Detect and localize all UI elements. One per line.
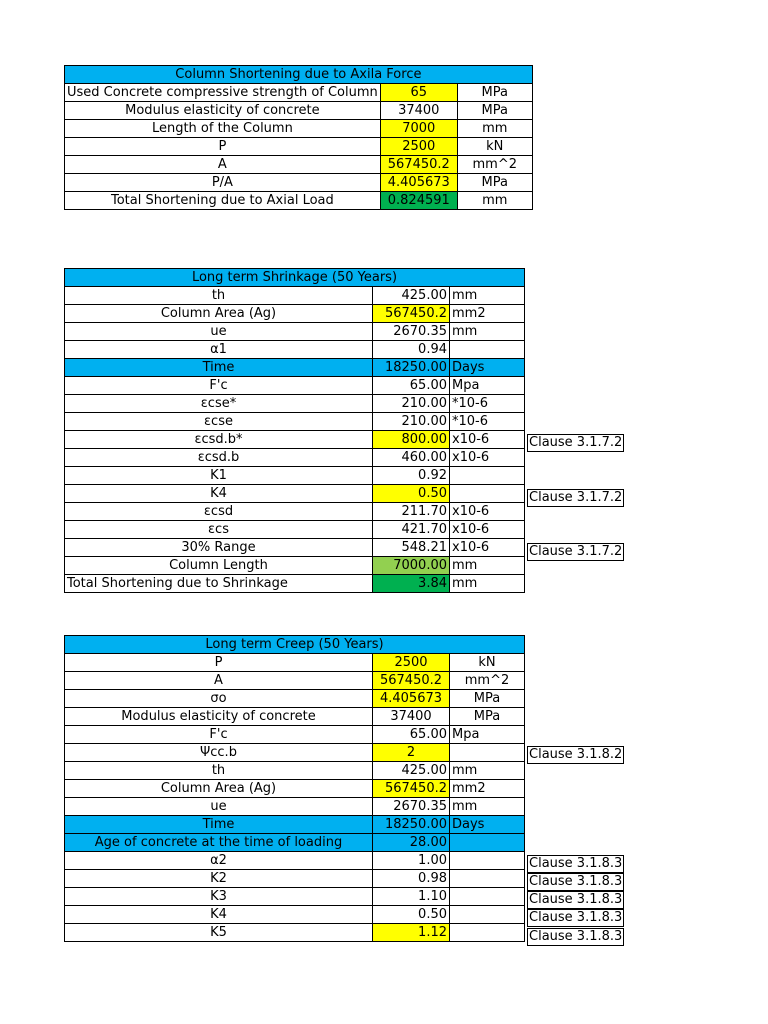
table-row <box>65 485 525 503</box>
row-label[interactable]: Modulus elasticity of concrete <box>65 102 381 120</box>
table-header-row <box>65 269 525 287</box>
row-unit[interactable] <box>450 870 525 888</box>
row-label[interactable]: Modulus elasticity of concrete <box>65 708 373 726</box>
row-unit[interactable]: mm <box>457 192 532 210</box>
table-row <box>65 156 533 174</box>
row-unit[interactable] <box>450 888 525 906</box>
table-row <box>65 708 525 726</box>
table-row <box>65 467 525 485</box>
row-label[interactable]: Age of concrete at the time of loading <box>65 834 373 852</box>
table-row <box>65 138 533 156</box>
row-unit[interactable] <box>450 744 525 762</box>
row-label[interactable]: Column Area (Ag) <box>65 780 373 798</box>
table-row <box>65 654 525 672</box>
row-value[interactable]: 800.00 <box>373 431 450 449</box>
row-label[interactable]: Length of the Column <box>65 120 381 138</box>
row-label[interactable]: th <box>65 287 373 305</box>
table-row <box>65 672 525 690</box>
table-row <box>65 816 525 834</box>
row-label[interactable]: K1 <box>65 467 373 485</box>
row-unit[interactable] <box>450 341 525 359</box>
table-row <box>65 834 525 852</box>
row-unit[interactable]: Mpa <box>450 377 525 395</box>
row-unit[interactable] <box>450 852 525 870</box>
row-unit[interactable]: kN <box>450 654 525 672</box>
clause-note <box>527 928 624 945</box>
row-label[interactable]: K2 <box>65 870 373 888</box>
row-unit[interactable]: mm <box>450 798 525 816</box>
row-unit[interactable]: mm <box>450 557 525 575</box>
table-title[interactable]: Long term Shrinkage (50 Years) <box>65 269 525 287</box>
row-unit[interactable]: Days <box>450 816 525 834</box>
clause-note <box>527 873 624 890</box>
row-label[interactable]: εcs <box>65 521 373 539</box>
row-value[interactable]: 2500 <box>373 654 450 672</box>
table-row <box>65 888 525 906</box>
row-unit[interactable]: x10-6 <box>450 449 525 467</box>
row-value[interactable]: 18250.00 <box>373 359 450 377</box>
row-value[interactable]: 425.00 <box>373 762 450 780</box>
row-value[interactable]: 421.70 <box>373 521 450 539</box>
table-row <box>65 120 533 138</box>
table-row <box>65 84 533 102</box>
row-label[interactable]: th <box>65 762 373 780</box>
row-unit[interactable]: x10-6 <box>450 431 525 449</box>
row-label[interactable]: εcse <box>65 413 373 431</box>
clause-ref[interactable]: Clause 3.1.8.3 <box>529 874 623 889</box>
row-label[interactable]: εcsd <box>65 503 373 521</box>
row-label[interactable]: F'c <box>65 377 373 395</box>
row-value[interactable]: 1.00 <box>373 852 450 870</box>
table-title[interactable]: Long term Creep (50 Years) <box>65 636 525 654</box>
row-unit[interactable]: mm <box>450 575 525 593</box>
row-unit[interactable]: mm^2 <box>457 156 532 174</box>
row-value[interactable]: 7000.00 <box>373 557 450 575</box>
row-unit[interactable] <box>450 906 525 924</box>
table-row <box>65 924 525 942</box>
row-value[interactable]: 65.00 <box>373 726 450 744</box>
row-unit[interactable]: mm <box>450 762 525 780</box>
row-unit[interactable] <box>450 834 525 852</box>
row-label[interactable]: P <box>65 138 381 156</box>
row-unit[interactable]: x10-6 <box>450 539 525 557</box>
row-label[interactable]: Used Concrete compressive strength of Column <box>65 84 381 102</box>
row-unit[interactable]: x10-6 <box>450 503 525 521</box>
table-row <box>65 906 525 924</box>
row-unit[interactable]: MPa <box>457 102 532 120</box>
row-label[interactable]: ue <box>65 798 373 816</box>
row-label[interactable]: K4 <box>65 906 373 924</box>
row-unit[interactable]: MPa <box>457 174 532 192</box>
row-label[interactable]: K4 <box>65 485 373 503</box>
table-row <box>65 305 525 323</box>
row-label[interactable]: εcsd.b <box>65 449 373 467</box>
clause-note <box>527 746 624 763</box>
row-unit[interactable]: *10-6 <box>450 395 525 413</box>
table-header-row <box>65 636 525 654</box>
clause-note <box>527 891 624 908</box>
row-unit[interactable]: mm2 <box>450 305 525 323</box>
row-unit[interactable]: kN <box>457 138 532 156</box>
row-label[interactable]: F'c <box>65 726 373 744</box>
row-value[interactable]: 1.10 <box>373 888 450 906</box>
table-row <box>65 192 533 210</box>
row-value[interactable]: 0.824591 <box>380 192 457 210</box>
table-row <box>65 798 525 816</box>
clause-note <box>527 855 624 872</box>
row-value[interactable]: 2 <box>373 744 450 762</box>
clause-note <box>527 909 624 926</box>
row-label[interactable]: P <box>65 654 373 672</box>
row-label[interactable]: Time <box>65 816 373 834</box>
row-value[interactable]: 567450.2 <box>373 780 450 798</box>
clause-ref[interactable]: Clause 3.1.8.3 <box>529 910 623 925</box>
row-value[interactable]: 567450.2 <box>373 305 450 323</box>
row-label[interactable]: K3 <box>65 888 373 906</box>
clause-ref[interactable]: Clause 3.1.8.3 <box>529 929 623 944</box>
row-label[interactable]: Ψcc.b <box>65 744 373 762</box>
row-value[interactable]: 37400 <box>373 708 450 726</box>
table-row <box>65 762 525 780</box>
row-label[interactable]: A <box>65 672 373 690</box>
row-label[interactable]: Column Length <box>65 557 373 575</box>
row-unit[interactable]: Days <box>450 359 525 377</box>
row-value[interactable]: 2670.35 <box>373 323 450 341</box>
row-value[interactable]: 210.00 <box>373 413 450 431</box>
table-header-row <box>65 66 533 84</box>
row-unit[interactable]: MPa <box>457 84 532 102</box>
row-value[interactable]: 28.00 <box>373 834 450 852</box>
row-value[interactable]: 65.00 <box>373 377 450 395</box>
table-row <box>65 395 525 413</box>
table-row <box>65 521 525 539</box>
table-row <box>65 287 525 305</box>
table-row <box>65 174 533 192</box>
row-label[interactable]: α2 <box>65 852 373 870</box>
row-value[interactable]: 3.84 <box>373 575 450 593</box>
row-value[interactable]: 4.405673 <box>380 174 457 192</box>
row-label[interactable]: ue <box>65 323 373 341</box>
row-label[interactable]: εcse* <box>65 395 373 413</box>
row-unit[interactable] <box>450 485 525 503</box>
clause-ref[interactable]: Clause 3.1.7.2 <box>529 544 623 559</box>
row-value[interactable]: 0.50 <box>373 485 450 503</box>
clause-ref[interactable]: Clause 3.1.7.2 <box>529 490 623 505</box>
table-row <box>65 852 525 870</box>
table-title[interactable]: Column Shortening due to Axila Force <box>65 66 533 84</box>
row-label[interactable]: Column Area (Ag) <box>65 305 373 323</box>
row-value[interactable]: 460.00 <box>373 449 450 467</box>
row-unit[interactable]: mm <box>457 120 532 138</box>
table-row <box>65 539 525 557</box>
row-label[interactable]: K5 <box>65 924 373 942</box>
table-row <box>65 503 525 521</box>
row-value[interactable]: 567450.2 <box>380 156 457 174</box>
axial-shortening-table <box>64 65 533 210</box>
row-unit[interactable]: MPa <box>450 690 525 708</box>
row-label[interactable]: P/A <box>65 174 381 192</box>
clause-ref[interactable]: Clause 3.1.8.3 <box>529 856 623 871</box>
clause-ref[interactable]: Clause 3.1.8.2 <box>529 747 623 762</box>
table-row <box>65 575 525 593</box>
row-value[interactable]: 210.00 <box>373 395 450 413</box>
row-label[interactable]: Time <box>65 359 373 377</box>
table-row <box>65 359 525 377</box>
row-value[interactable]: 0.92 <box>373 467 450 485</box>
row-label[interactable]: εcsd.b* <box>65 431 373 449</box>
row-value[interactable]: 425.00 <box>373 287 450 305</box>
clause-note <box>527 543 624 560</box>
table-row <box>65 744 525 762</box>
row-value[interactable]: 1.12 <box>373 924 450 942</box>
table-row <box>65 377 525 395</box>
row-value[interactable]: 0.50 <box>373 906 450 924</box>
row-label[interactable]: Total Shortening due to Shrinkage <box>65 575 373 593</box>
table-row <box>65 102 533 120</box>
row-label[interactable]: α1 <box>65 341 373 359</box>
table-row <box>65 323 525 341</box>
row-unit[interactable]: mm2 <box>450 780 525 798</box>
row-label[interactable]: 30% Range <box>65 539 373 557</box>
shrinkage-table <box>64 268 525 593</box>
row-value[interactable]: 37400 <box>380 102 457 120</box>
row-value[interactable]: 548.21 <box>373 539 450 557</box>
table-row <box>65 449 525 467</box>
row-unit[interactable] <box>450 467 525 485</box>
table-row <box>65 413 525 431</box>
table-row <box>65 341 525 359</box>
table-row <box>65 780 525 798</box>
row-value[interactable]: 7000 <box>380 120 457 138</box>
clause-ref[interactable]: Clause 3.1.8.3 <box>529 892 623 907</box>
row-value[interactable]: 2500 <box>380 138 457 156</box>
row-label[interactable]: A <box>65 156 381 174</box>
table-row <box>65 431 525 449</box>
row-label[interactable]: σo <box>65 690 373 708</box>
row-unit[interactable]: mm <box>450 287 525 305</box>
row-unit[interactable]: Mpa <box>450 726 525 744</box>
clause-note <box>527 489 624 506</box>
row-value[interactable]: 211.70 <box>373 503 450 521</box>
row-value[interactable]: 65 <box>380 84 457 102</box>
clause-ref[interactable]: Clause 3.1.7.2 <box>529 435 623 450</box>
table-row <box>65 726 525 744</box>
row-unit[interactable] <box>450 924 525 942</box>
row-unit[interactable]: mm^2 <box>450 672 525 690</box>
row-value[interactable]: 0.98 <box>373 870 450 888</box>
table-row <box>65 690 525 708</box>
row-unit[interactable]: mm <box>450 323 525 341</box>
row-unit[interactable]: x10-6 <box>450 521 525 539</box>
row-unit[interactable]: MPa <box>450 708 525 726</box>
row-unit[interactable]: *10-6 <box>450 413 525 431</box>
creep-table <box>64 635 525 942</box>
row-value[interactable]: 18250.00 <box>373 816 450 834</box>
row-value[interactable]: 567450.2 <box>373 672 450 690</box>
row-value[interactable]: 2670.35 <box>373 798 450 816</box>
row-label[interactable]: Total Shortening due to Axial Load <box>65 192 381 210</box>
clause-note <box>527 434 624 451</box>
table-row <box>65 870 525 888</box>
row-value[interactable]: 0.94 <box>373 341 450 359</box>
row-value[interactable]: 4.405673 <box>373 690 450 708</box>
table-row <box>65 557 525 575</box>
